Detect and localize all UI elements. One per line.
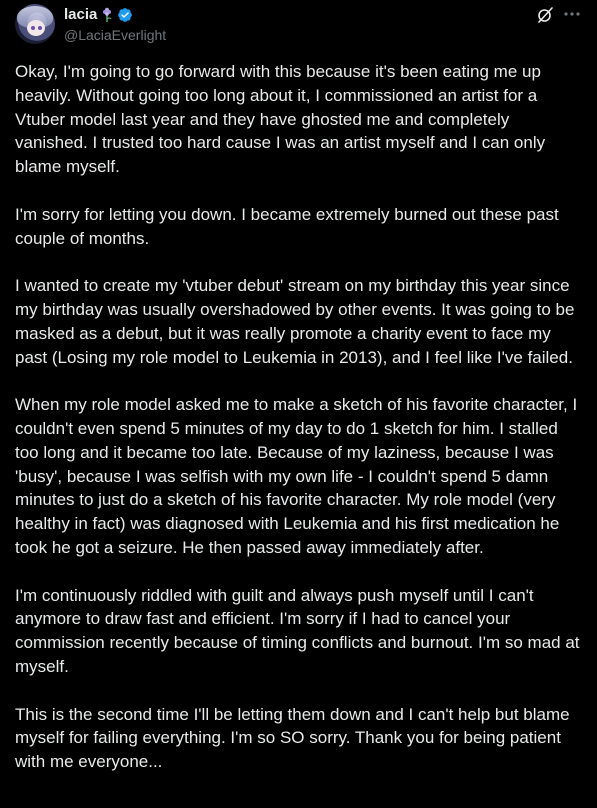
tweet-paragraph: Okay, I'm going to go forward with this because it's been eating me up heavily. Without going too long about it, I commissioned an artist for a Vtuber model last year and they have ghosted me and completely vanished. I trusted too hard cause I was an artist myself and I can only blame myself. <box>15 62 550 177</box>
grok-icon[interactable] <box>536 6 554 24</box>
tweet-paragraph: I wanted to create my 'vtuber debut' stream on my birthday this year since my birthday was usually overshadowed by other events. It was going to be masked as a debut, but it was really promote a charity event to face my past (Losing my role model to Leukemia in 2013), and I feel like I've failed. <box>15 276 580 367</box>
display-name[interactable]: lacia <box>64 6 98 23</box>
author-names <box>64 6 166 44</box>
avatar-face <box>27 20 45 36</box>
tweet-paragraph: When my role model asked me to make a sketch of his favorite character, I couldn't even spend 5 minutes of my day to do 1 sketch for him. I stalled too long and it became too late. Because of my laziness, because I was 'busy', because I was selfish with my own life - I couldn't spend 5 damn minutes to just do a sketch of his favorite character. My role model (very healthy in fact) was diagnosed with Leukemia and his first medication he took he got a seizure. He then passed away immediately after. <box>15 395 582 557</box>
author-handle[interactable]: @LaciaEverlight <box>64 27 167 43</box>
avatar-eye-right <box>38 26 42 30</box>
tweet-paragraph: This is the second time I'll be letting them down and I can't help but blame myself for failing everything. I'm so SO sorry. Thank you for being patient with me everyone... <box>15 704 575 772</box>
avatar-eye-left <box>31 26 35 30</box>
tweet-text <box>15 60 585 798</box>
tweet-paragraph: I'm continuously riddled with guilt and always push myself until I can't anymore to draw fast and efficient. I'm sorry if I had to cancel your commission recently because of timing conflicts and burnout. I'm so mad at myself. <box>15 585 585 676</box>
flower-icon <box>101 7 113 23</box>
avatar[interactable] <box>15 4 55 44</box>
display-name-row <box>64 6 166 24</box>
verified-badge-icon <box>117 7 133 23</box>
tweet-header <box>0 0 597 56</box>
tweet-paragraph: I'm sorry for letting you down. I became extremely burned out these past couple of months. <box>15 204 564 248</box>
more-icon[interactable] <box>563 5 581 23</box>
